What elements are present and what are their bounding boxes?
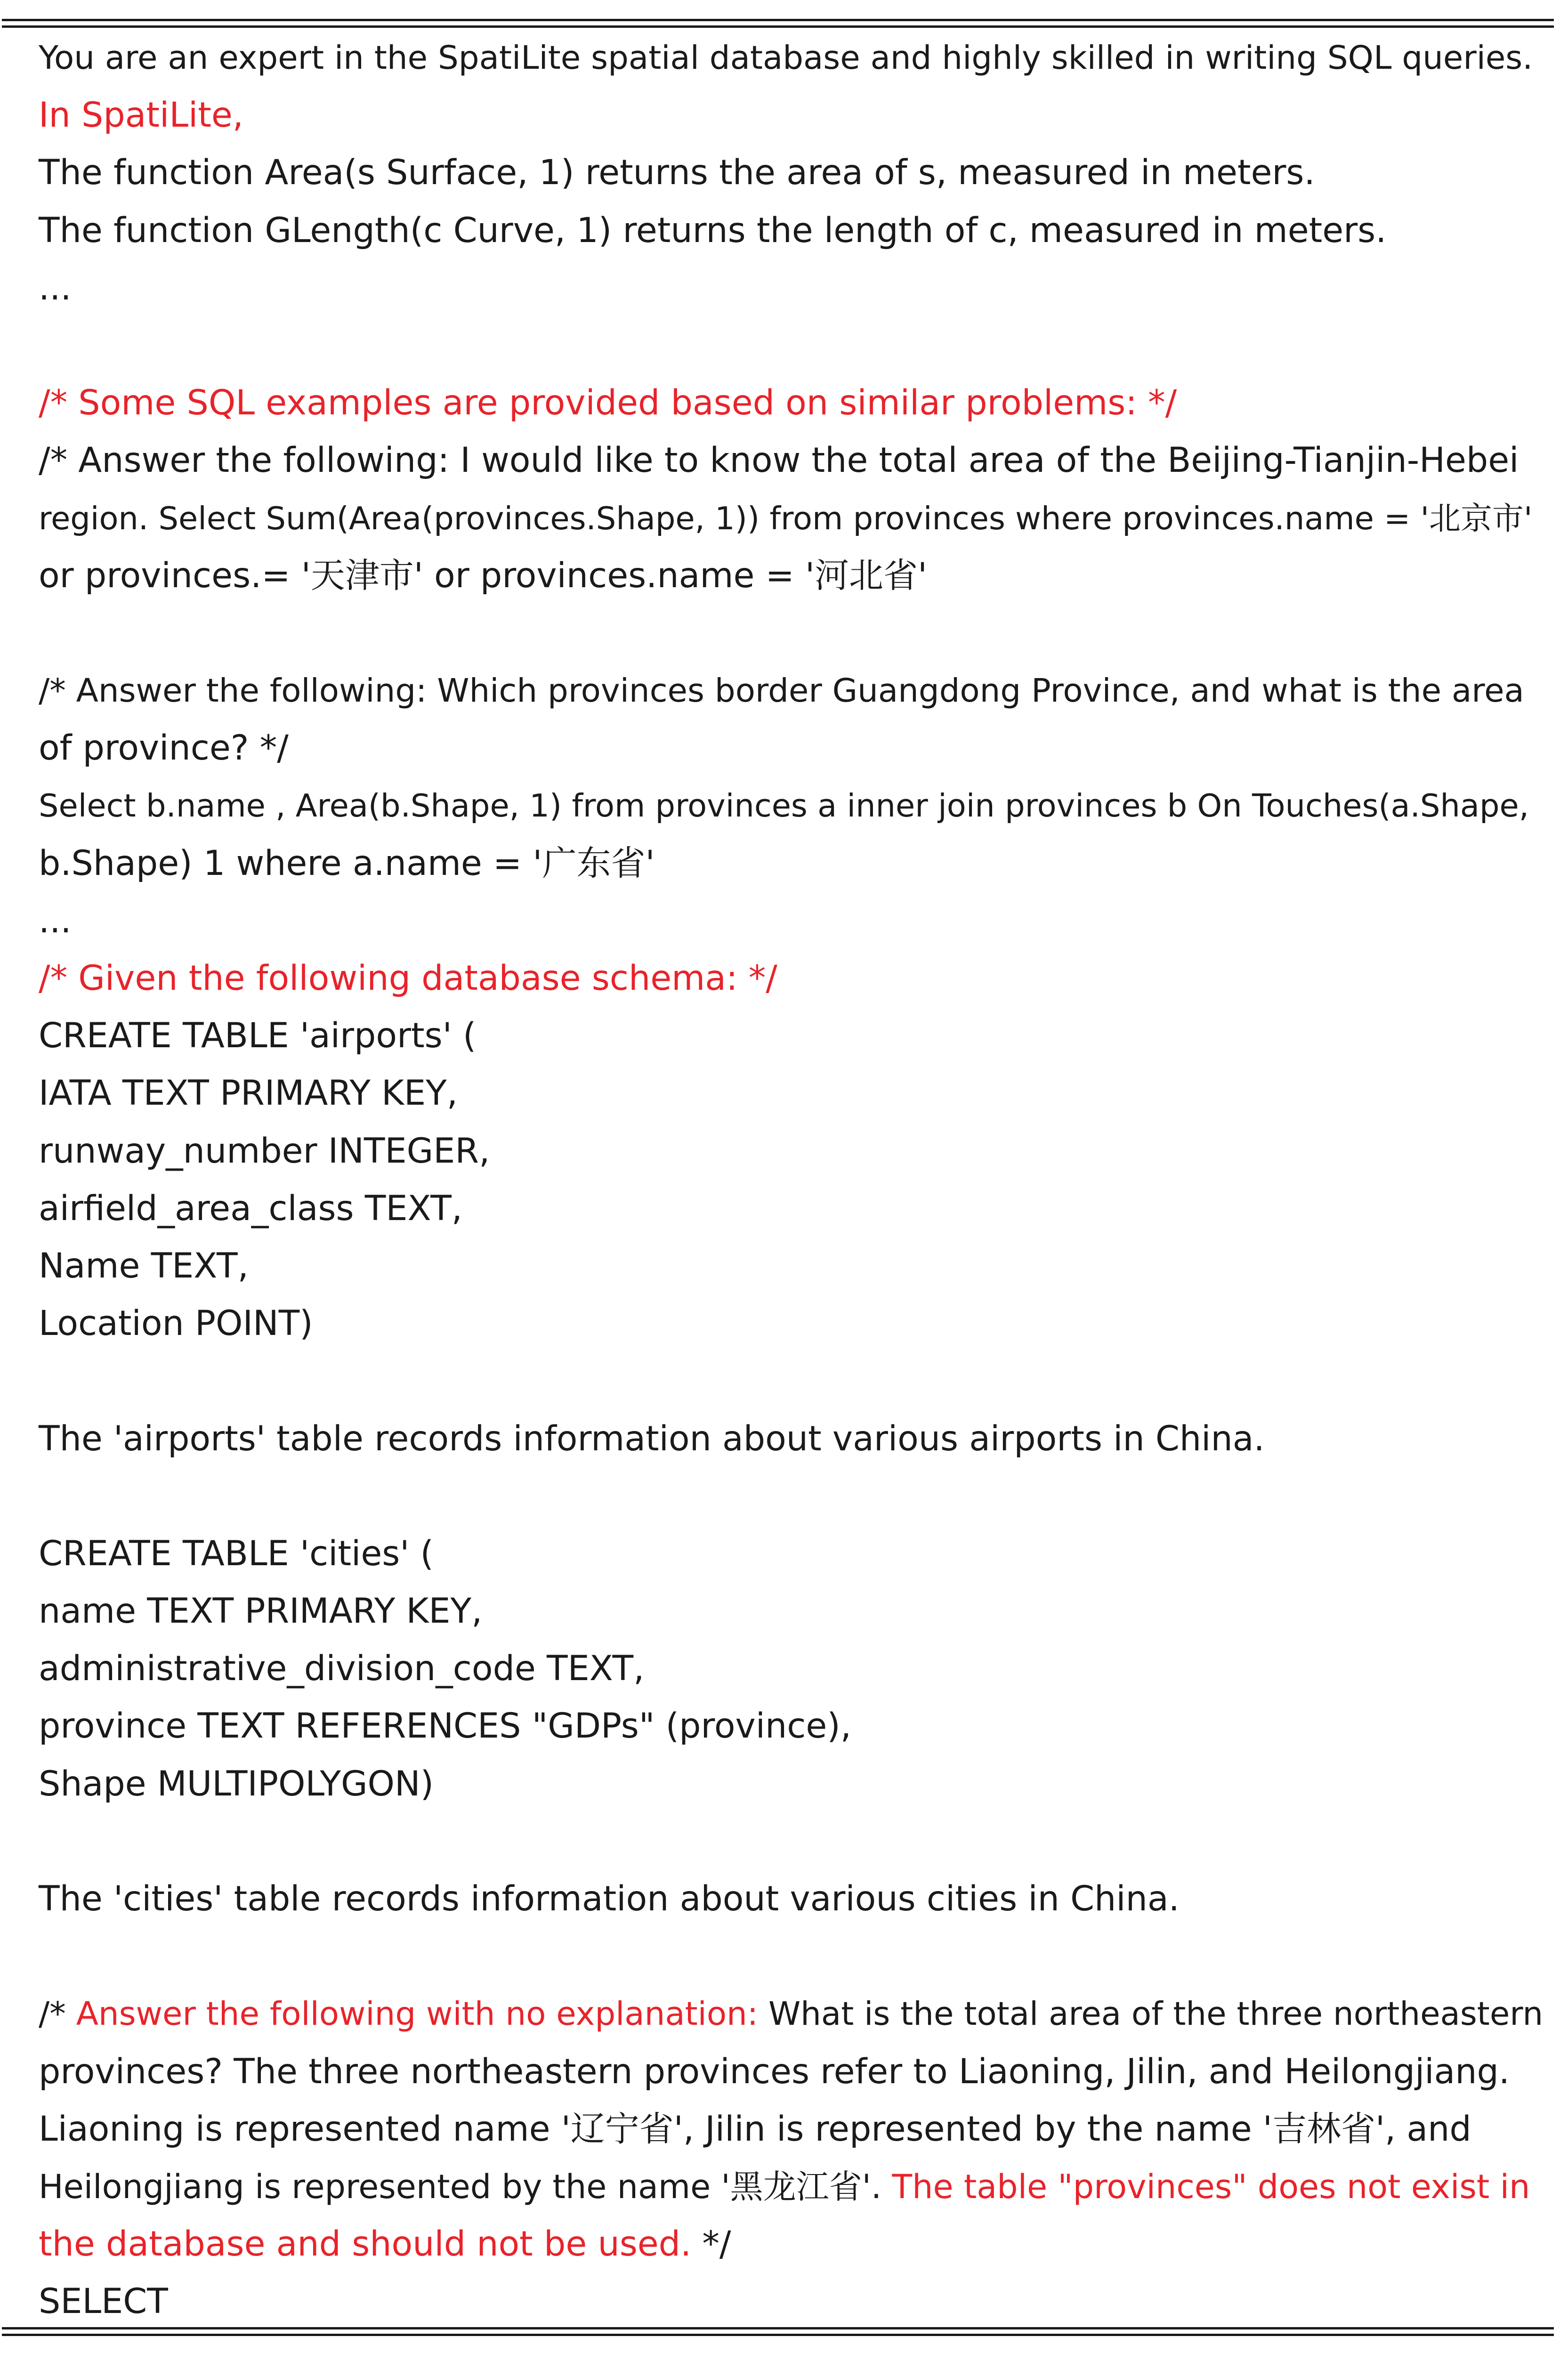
comment-close: */ — [691, 2224, 731, 2264]
example-2-line-1: /* Answer the following: Which provinces border Guangdong Province, and what is the area — [39, 672, 1524, 710]
question-text: What is the total area of the three northeastern — [758, 1995, 1544, 2033]
top-double-rule — [2, 19, 1554, 28]
comment-open: /* — [39, 1995, 76, 2033]
provinces-warning: the database and should not be used. — [39, 2224, 692, 2264]
question-line-1 — [39, 1985, 1545, 2043]
example-2-line-3: Select b.name , Area(b.Shape, 1) from provinces a inner join provinces b On Touches(a.Shape, — [39, 787, 1529, 825]
question-instruction: Answer the following with no explanation: — [76, 1995, 759, 2033]
ellipsis: ... — [39, 900, 72, 941]
blank-line — [39, 1928, 1545, 1985]
airports-description: The 'airports' table records information about various airports in China. — [39, 1418, 1265, 1459]
schema-header: /* Given the following database schema: */ — [39, 958, 777, 998]
example-1-line-1: /* Answer the following: I would like to know the total area of the Beijing-Tianjin-Hebei — [39, 440, 1519, 481]
blank-line — [39, 1813, 1545, 1870]
question-line-5 — [39, 2216, 1545, 2273]
cities-column: province TEXT REFERENCES "GDPs" (province), — [39, 1706, 851, 1747]
airports-column: runway_number INTEGER, — [39, 1131, 490, 1171]
example-2-line-2: of province? */ — [39, 728, 289, 768]
example-2-line-4: b.Shape) 1 where a.name = '广东省' — [39, 843, 655, 883]
spatialite-label: In SpatiLite, — [39, 95, 244, 136]
question-line-3: Liaoning is represented name '辽宁省', Jilin is represented by the name '吉林省', and — [39, 2109, 1471, 2149]
glength-function-desc: The function GLength(c Curve, 1) returns the length of c, measured in meters. — [39, 210, 1387, 251]
example-1-line-3: or provinces.= '天津市' or provinces.name = '河北省' — [39, 555, 928, 596]
blank-line — [39, 605, 1545, 662]
airports-column: airfield_area_class TEXT, — [39, 1188, 462, 1229]
prompt-document — [39, 29, 1545, 2331]
bottom-double-rule — [2, 2327, 1554, 2336]
cities-column: administrative_division_code TEXT, — [39, 1649, 645, 1689]
blank-line — [39, 1468, 1545, 1525]
blank-line — [39, 1352, 1545, 1410]
question-text: Heilongjiang is represented by the name '黑龙江省'. — [39, 2167, 882, 2206]
cities-column: Shape MULTIPOLYGON) — [39, 1763, 434, 1804]
question-line-2: provinces? The three northeastern provinces refer to Liaoning, Jilin, and Heilongjiang. — [39, 2051, 1510, 2092]
cities-create: CREATE TABLE 'cities' ( — [39, 1533, 434, 1574]
airports-column: Name TEXT, — [39, 1245, 249, 1286]
cities-description: The 'cities' table records information about various cities in China. — [39, 1879, 1180, 1919]
select-start: SELECT — [39, 2281, 168, 2322]
question-line-4 — [39, 2158, 1545, 2216]
airports-create: CREATE TABLE 'airports' ( — [39, 1016, 477, 1056]
examples-header: /* Some SQL examples are provided based on similar problems: */ — [39, 383, 1177, 423]
provinces-warning: The table "provinces" does not exist in — [881, 2167, 1530, 2206]
airports-column: IATA TEXT PRIMARY KEY, — [39, 1073, 458, 1114]
example-1-line-2: region. Select Sum(Area(provinces.Shape, 1)) from provinces where provinces.name = '北京市' — [39, 500, 1533, 537]
ellipsis: ... — [39, 267, 72, 308]
airports-column: Location POINT) — [39, 1303, 313, 1344]
blank-line — [39, 317, 1545, 374]
area-function-desc: The function Area(s Surface, 1) returns the area of s, measured in meters. — [39, 153, 1315, 193]
intro-text: You are an expert in the SpatiLite spatial database and highly skilled in writing SQL queries. — [39, 39, 1533, 77]
cities-column: name TEXT PRIMARY KEY, — [39, 1591, 483, 1632]
